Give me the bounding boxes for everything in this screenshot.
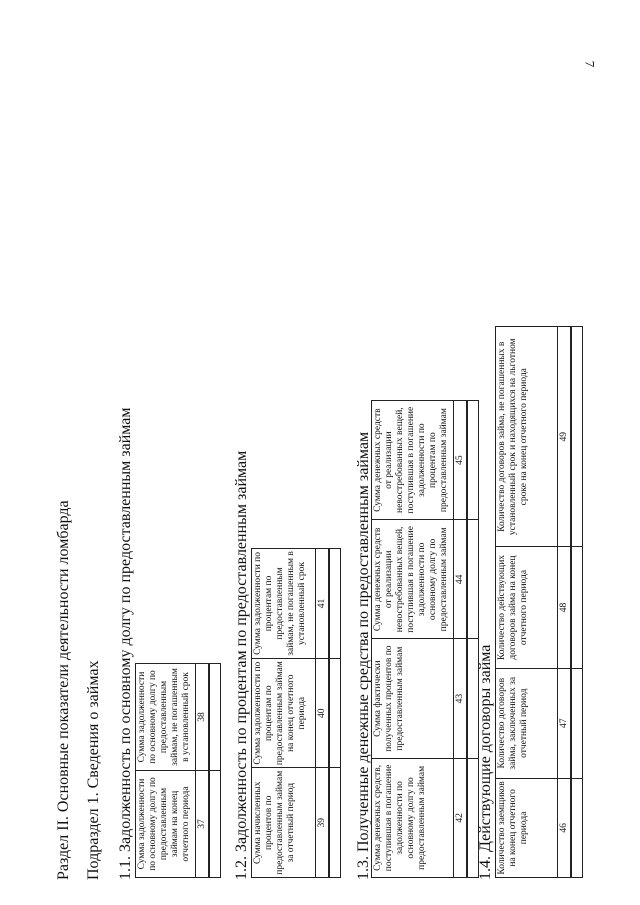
- table-header-cell: Количество заемщиков на конец отчетного периода: [496, 778, 558, 877]
- column-code: 41: [316, 549, 330, 659]
- column-code: 42: [454, 758, 468, 877]
- column-code: 48: [558, 547, 572, 668]
- table-header-cell: Сумма начисленных процентов по предоставленным займам за отчетный период: [252, 768, 316, 878]
- table-header-cell: Сумма задолженности по процентам по предоставленным займам, не погашенным в установленный срок: [252, 549, 316, 659]
- data-cell: [209, 771, 221, 878]
- table-header-cell: Сумма задолженности по процентам по предоставленным займам на конец отчетного периода: [252, 658, 316, 768]
- table-1-3: [371, 400, 479, 878]
- column-code: 38: [196, 664, 210, 771]
- data-cell: [329, 549, 341, 659]
- table-header-cell: Сумма денежных средств от реализации невостребованных вещей, поступившая в погашение задолженности по процентам по предоставленным займам: [372, 401, 454, 520]
- table-header-cell: Количество договоров займа, заключенных за отчетный период: [496, 668, 558, 778]
- column-code: 47: [558, 668, 572, 778]
- column-code: 39: [316, 768, 330, 878]
- table-1-1: [135, 663, 221, 878]
- data-cell: [571, 327, 583, 547]
- table-1-1-title: 1.1. Задолженность по основному долгу по предоставленным займам: [117, 407, 134, 880]
- table-header-cell: Сумма задолженности по основному долгу по предоставленным займам, не погашенным в установленный срок: [136, 664, 196, 771]
- data-cell: [209, 664, 221, 771]
- column-code: 37: [196, 771, 210, 878]
- column-code: 49: [558, 327, 572, 547]
- column-code: 45: [454, 401, 468, 520]
- subsection-title: Подраздел 1. Сведения о займах: [85, 660, 102, 880]
- table-header-cell: Сумма задолженности по основному долгу по предоставленным займам на конец отчетного периода: [136, 771, 196, 878]
- column-code: 43: [454, 639, 468, 758]
- table-header-cell: Количество договоров займа, не погашенных в установленный срок и находящихся на льготном сроке на конец отчетного периода: [496, 327, 558, 547]
- data-cell: [467, 520, 479, 639]
- page-number: 7: [582, 60, 598, 68]
- data-cell: [467, 401, 479, 520]
- data-cell: [329, 768, 341, 878]
- data-cell: [571, 778, 583, 877]
- data-cell: [571, 547, 583, 668]
- table-header-cell: Сумма денежных средств от реализации невостребованных вещей, поступившая в погашение задолженности по основному долгу по предоставленным займам: [372, 520, 454, 639]
- data-cell: [329, 658, 341, 768]
- table-header-cell: Сумма денежных средств, поступившая в погашение задолженности по основному долгу по предоставленным займам: [372, 758, 454, 877]
- column-code: 40: [316, 658, 330, 768]
- table-1-3-title: 1.3. Полученные денежные средства по предоставленным займам: [355, 431, 372, 880]
- column-code: 44: [454, 520, 468, 639]
- table-1-4-title: 1.4. Действующие договоры займа: [477, 644, 494, 880]
- table-header-cell: Количество действующих договоров займа на конец отчетного периода: [496, 547, 558, 668]
- section-title: Раздел II. Основные показатели деятельности ломбарда: [55, 500, 72, 880]
- table-header-cell: Сумма фактически полученных процентов по предоставленным займам: [372, 639, 454, 758]
- table-1-2-title: 1.2. Задолженность по процентам по предоставленным займам: [233, 450, 250, 880]
- column-code: 46: [558, 778, 572, 877]
- table-1-2: [251, 548, 341, 878]
- data-cell: [571, 668, 583, 778]
- table-1-4: [495, 326, 583, 878]
- rotated-content: [55, 20, 569, 880]
